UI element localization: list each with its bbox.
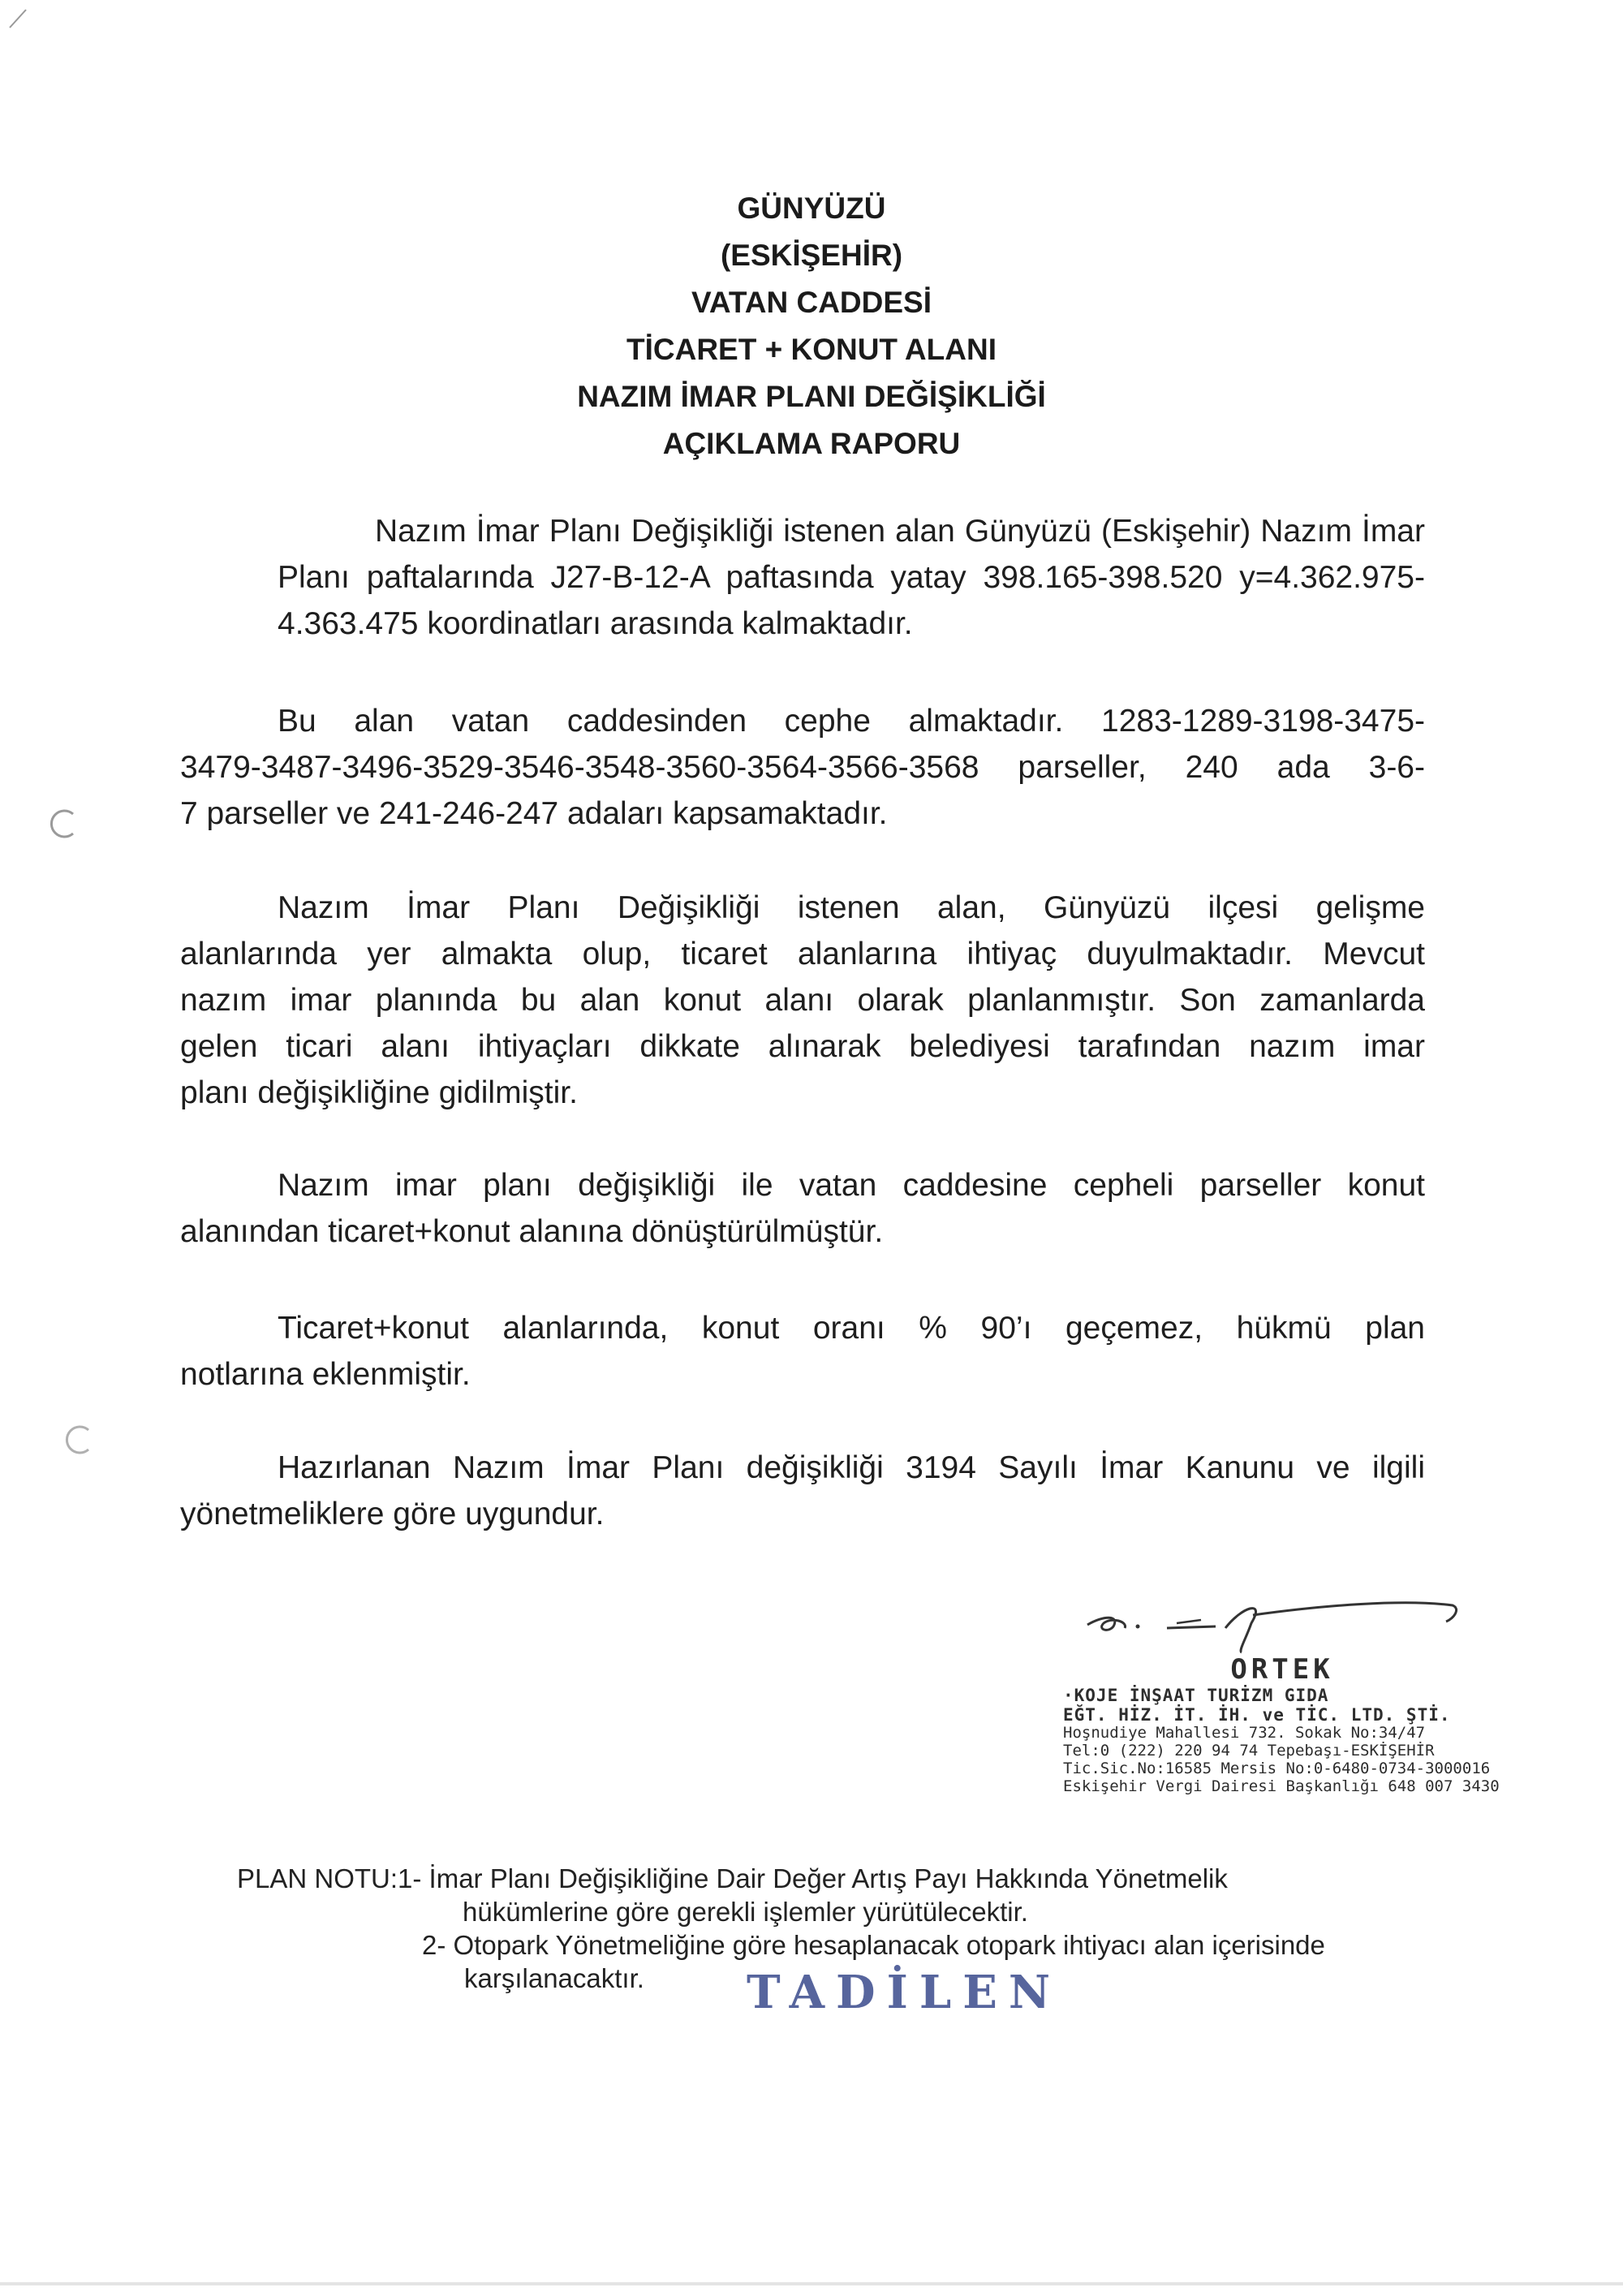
- text-line: 4.363.475 koordinatları arasında kalmaktadır.: [278, 606, 913, 641]
- paragraph-compliance: [180, 1445, 1425, 1537]
- plan-note-line: 2- Otopark Yönetmeliğine göre hesaplanacak otopark ihtiyacı alan içerisinde: [422, 1930, 1325, 1960]
- text-line: notlarına eklenmiştir.: [180, 1357, 471, 1392]
- stamp-line: Eskişehir Vergi Dairesi Başkanlığı 648 007 3430: [1063, 1777, 1500, 1795]
- plan-note-line: karşılanacaktır.: [464, 1963, 644, 1993]
- stamp-line: EĞT. HİZ. İT. İH. ve TİC. LTD. ŞTİ.: [1063, 1705, 1451, 1725]
- title-line: VATAN CADDESİ: [691, 286, 932, 319]
- title-line: (ESKİŞEHİR): [720, 239, 903, 272]
- plan-note-line: hükümlerine göre gerekli işlemler yürütülecektir.: [463, 1897, 1028, 1927]
- text-line: gelen ticari alanı ihtiyaçları dikkate alınarak belediyesi tarafından nazım imar: [180, 1029, 1425, 1064]
- text-line: Bu alan vatan caddesinden cephe almaktadır. 1283-1289-3198-3475-: [278, 704, 1425, 739]
- pen-mark: [6, 6, 31, 31]
- paragraph-parcels: [180, 698, 1425, 837]
- stamp-line: Hoşnudiye Mahallesi 732. Sokak No:34/47: [1063, 1724, 1426, 1742]
- scan-edge-line: [0, 2282, 1623, 2285]
- text-line: Hazırlanan Nazım İmar Planı değişikliği 3194 Sayılı İmar Kanunu ve ilgili: [278, 1450, 1425, 1485]
- punch-hole-mark: [62, 1422, 98, 1458]
- stamp-line: Tic.Sic.No:16585 Mersis No:0-6480-0734-3000016: [1063, 1760, 1491, 1778]
- revision-stamp: TADİLEN: [747, 1966, 1062, 2019]
- text-line: alanından ticaret+konut alanına dönüştürülmüştür.: [180, 1214, 884, 1249]
- text-line: 7 parseller ve 241-246-247 adaları kapsamaktadır.: [180, 796, 888, 831]
- stamp-line: ·KOJE İNŞAAT TURİZM GIDA: [1063, 1686, 1329, 1706]
- title-line: AÇIKLAMA RAPORU: [662, 427, 961, 460]
- paragraph-conversion: [180, 1162, 1425, 1255]
- text-line: yönetmeliklere göre uygundur.: [180, 1497, 605, 1531]
- text-line: alanlarında yer almakta olup, ticaret alanlarına ihtiyaç duyulmaktadır. Mevcut: [180, 937, 1425, 971]
- text-line: Nazım İmar Planı Değişikliği istenen alan Günyüzü (Eskişehir) Nazım İmar: [375, 514, 1425, 549]
- text-line: Ticaret+konut alanlarında, konut oranı % 90’ı geçemez, hükmü plan: [278, 1311, 1425, 1346]
- title-line: GÜNYÜZÜ: [737, 192, 886, 225]
- punch-hole-mark: [47, 806, 83, 842]
- plan-note-line: PLAN NOTU:1- İmar Planı Değişikliğine Dair Değer Artış Payı Hakkında Yönetmelik: [237, 1863, 1228, 1893]
- text-line: Nazım imar planı değişikliği ile vatan caddesine cepheli parseller konut: [278, 1168, 1425, 1203]
- text-line: 3479-3487-3496-3529-3546-3548-3560-3564-3566-3568 parseller, 240 ada 3-6-: [180, 750, 1425, 785]
- paragraph-location: [180, 508, 1425, 647]
- title-line: TİCARET + KONUT ALANI: [626, 333, 997, 366]
- stamp-company-name: ORTEK: [1230, 1653, 1334, 1686]
- paragraph-ratio: [180, 1305, 1425, 1398]
- text-line: nazım imar planında bu alan konut alanı olarak planlanmıştır. Son zamanlarda: [180, 983, 1425, 1018]
- company-stamp: [1063, 1653, 1500, 1796]
- stamp-line: Tel:0 (222) 220 94 74 Tepebaşı-ESKİŞEHİR: [1063, 1742, 1435, 1760]
- text-line: Nazım İmar Planı Değişikliği istenen alan, Günyüzü ilçesi gelişme: [278, 890, 1425, 925]
- text-line: Planı paftalarında J27-B-12-A paftasında yatay 398.165-398.520 y=4.362.975-: [278, 560, 1425, 595]
- report-title: [454, 185, 1169, 467]
- text-line: planı değişikliğine gidilmiştir.: [180, 1075, 578, 1110]
- handwritten-signature: [1079, 1591, 1469, 1656]
- paragraph-need: [180, 885, 1425, 1116]
- title-line: NAZIM İMAR PLANI DEĞİŞİKLİĞİ: [577, 380, 1046, 413]
